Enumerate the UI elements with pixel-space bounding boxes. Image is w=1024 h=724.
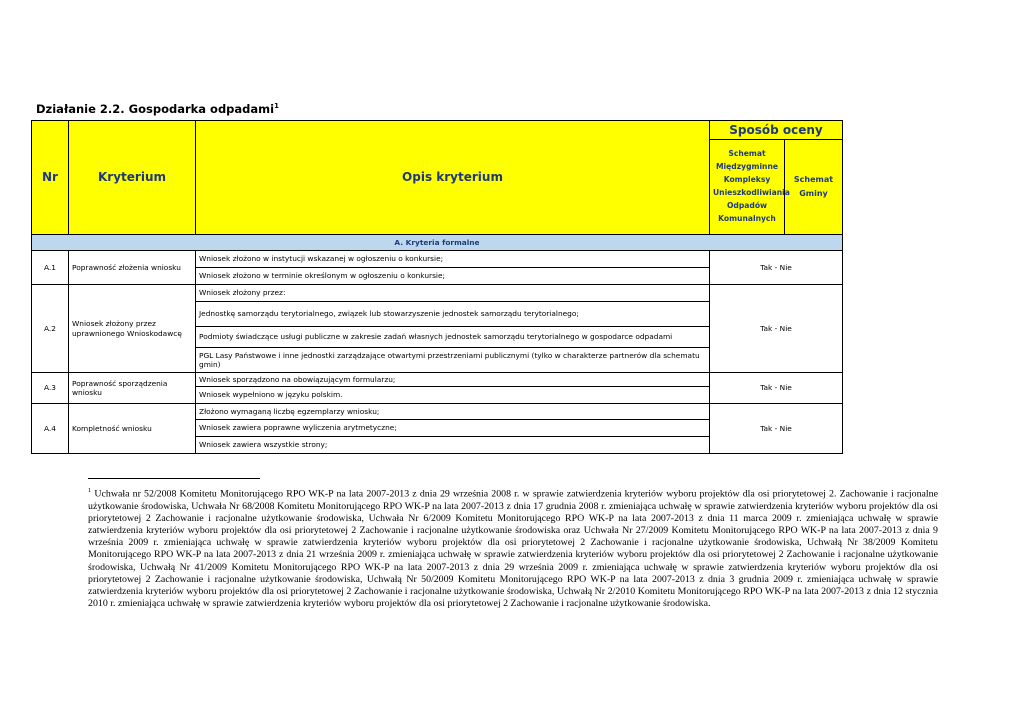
row-item: Wniosek złożono w terminie określonym w ogłoszeniu o konkursie; [196,268,710,285]
row-item: Wniosek sporządzono na obowiązującym formularzu; [196,373,710,387]
row-ocena: Tak - Nie [710,251,843,285]
footnote-separator [88,478,260,479]
table-row [32,251,843,268]
footnote-text: Uchwała nr 52/2008 Komitetu Monitorującego RPO WK-P na lata 2007-2013 z dnia 29 września 2008 r. w sprawie zatwierdzenia kryteriów wyboru projektów dla osi priorytetowej 2. Zachowanie i racjonalne użytkowanie środowiska, Uchwała Nr 68/2008 Komitetu Monitorującego RPO WK-P na lata 2007-2013 z dnia 17 grudnia 2008 r. zmieniająca uchwałę w sprawie zatwierdzenia kryteriów wyboru projektów dla osi priorytetowej 2 Zachowanie i racjonalne użytkowanie środowiska, Uchwała Nr 6/2009 Komitetu Monitorującego RPO WK-P na lata 2007-2013 z dnia 11 marca 2009 r. zmieniająca uchwałę w sprawie zatwierdzenia kryteriów wyboru projektów dla osi priorytetowej 2 Zachowanie i racjonalne użytkowanie środowiska oraz Uchwała Nr 27/2009 Komitetu Monitorującego RPO WK-P na lata 2007-2013 z dnia 9 września 2009 r. zmieniająca uchwałę w sprawie zatwierdzenia kryteriów wyboru projektów dla osi priorytetowej 2 Zachowanie i racjonalne użytkowanie środowiska, Uchwałą Nr 38/2009 Komitetu Monitorującego RPO WK-P na lata 2007-2013 z dnia 21 września 2009 r. zmieniająca uchwałę w sprawie zatwierdzenia kryteriów wyboru projektów dla osi priorytetowej 2 Zachowanie i racjonalne użytkowanie środowiska, Uchwałą Nr 41/2009 Komitetu Monitorującego RPO WK-P na lata 2007-2013 z dnia 29 września 2009 r. zmieniająca uchwałę w sprawie zatwierdzenia kryteriów wyboru projektów dla osi priorytetowej 2 Zachowanie i racjonalne użytkowanie środowiska, Uchwałą Nr 50/2009 Komitetu Monitorującego RPO WK-P na lata 2007-2013 z dnia 3 grudnia 2009 r. zmieniająca uchwałę w sprawie zatwierdzenia kryteriów wyboru projektów dla osi priorytetowej 2 Zachowanie i racjonalne użytkowanie środowiska, Uchwałą Nr 2/2010 Komitetu Monitorującego RPO WK-P na lata 2007-2013 z dnia 12 stycznia 2010 r. zmieniająca uchwałę w sprawie zatwierdzenia kryteriów wyboru projektów dla osi priorytetowej 2 Zachowanie i racjonalne użytkowanie środowiska. [88,488,938,610]
header-opis: Opis kryterium [196,121,710,235]
row-item: PGL Lasy Państwowe i inne jednostki zarządzające otwartymi przestrzeniami publicznymi (tylko w charakterze partnerów dla schematu gmin) [196,348,710,373]
header-schemat-gminy: Schemat Gminy [785,140,843,235]
row-kryterium: Kompletność wniosku [69,404,196,454]
row-ocena: Tak - Nie [710,404,843,454]
footnote-number: 1 [88,487,92,494]
header-schemat-mkuok: Schemat Międzygminne Kompleksy Unieszkodliwiania Odpadów Komunalnych [710,140,785,235]
row-item: Jednostkę samorządu terytorialnego, związek lub stowarzyszenie jednostek samorządu terytorialnego; [196,302,710,327]
row-nr: A.3 [32,373,69,404]
footnote [88,485,938,610]
row-kryterium: Poprawność sporządzenia wniosku [69,373,196,404]
header-row [32,121,843,140]
document-title [36,102,279,116]
header-kryterium: Kryterium [69,121,196,235]
row-nr: A.4 [32,404,69,454]
row-ocena: Tak - Nie [710,373,843,404]
table-row [32,285,843,302]
row-kryterium: Wniosek złożony przez uprawnionego Wnioskodawcę [69,285,196,373]
row-item: Wniosek zawiera wszystkie strony; [196,437,710,454]
table-row [32,404,843,420]
row-nr: A.1 [32,251,69,285]
row-item: Wniosek złożono w instytucji wskazanej w ogłoszeniu o konkursie; [196,251,710,268]
header-nr: Nr [32,121,69,235]
row-nr: A.2 [32,285,69,373]
row-item: Podmioty świadczące usługi publiczne w zakresie zadań własnych jednostek samorządu terytorialnego w gospodarce odpadami [196,327,710,348]
row-item: Wniosek złożony przez: [196,285,710,302]
row-ocena: Tak - Nie [710,285,843,373]
row-item: Wniosek zawiera poprawne wyliczenia arytmetyczne; [196,420,710,437]
row-kryterium: Poprawność złożenia wniosku [69,251,196,285]
section-a-row [32,235,843,251]
section-a-title: A. Kryteria formalne [32,235,843,251]
title-text: Działanie 2.2. Gospodarka odpadami [36,102,275,116]
footnote-ref: 1 [274,102,279,111]
criteria-table [31,120,843,454]
table-row [32,373,843,387]
header-sposob-oceny: Sposób oceny [710,121,843,140]
row-item: Wniosek wypełniono w języku polskim. [196,387,710,404]
row-item: Złożono wymaganą liczbę egzemplarzy wniosku; [196,404,710,420]
